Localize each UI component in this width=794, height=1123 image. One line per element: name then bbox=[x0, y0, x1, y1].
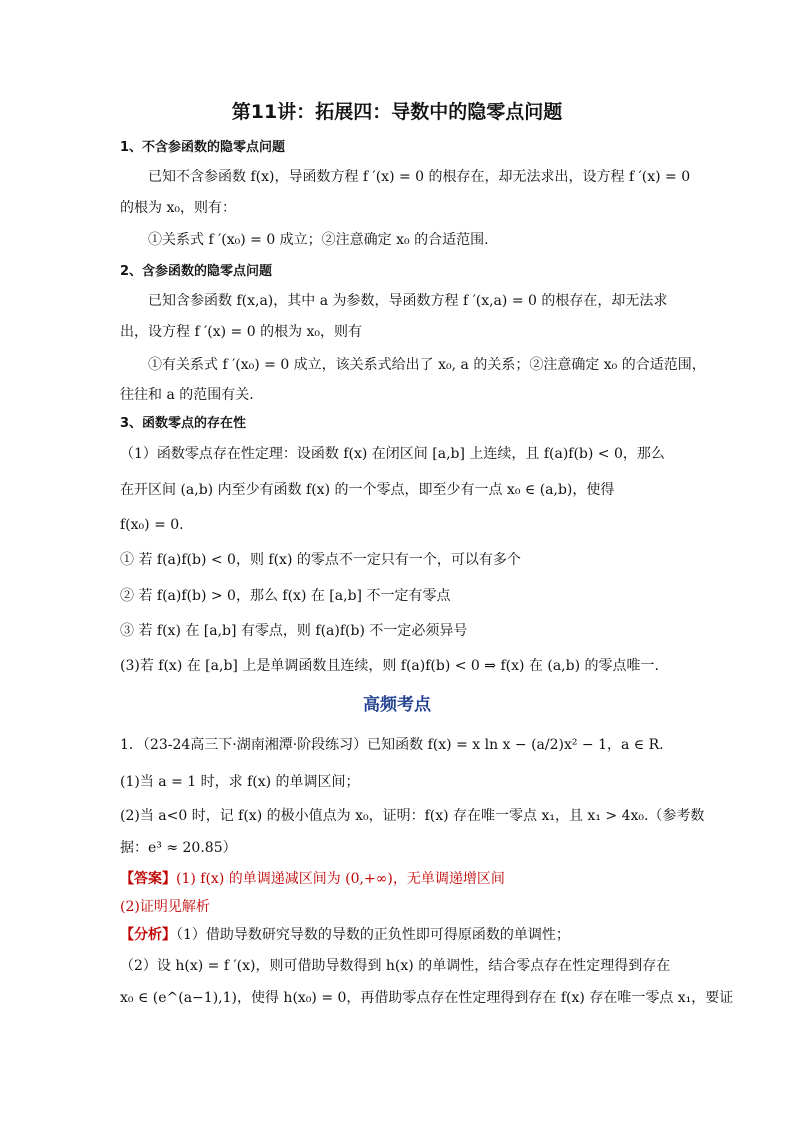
analysis-line-1 bbox=[120, 925, 680, 945]
high-frequency-section-title: 高频考点 bbox=[363, 695, 431, 715]
page-title: 第11讲：拓展四：导数中的隐零点问题 bbox=[231, 101, 563, 123]
section-1-heading: 1、不含参函数的隐零点问题 bbox=[120, 140, 286, 155]
section-2-heading: 2、含参函数的隐零点问题 bbox=[120, 264, 273, 279]
section-1-paragraph-line-2: 的根为 x₀，则有： bbox=[120, 200, 236, 216]
question-1-part-2-line-1: (2)当 a<0 时，记 f(x) 的极小值点为 x₀，证明：f(x) 存在唯一零点 x₁，且 x₁ > 4x₀.（参考数 bbox=[120, 808, 705, 824]
section-3-note-2: ② 若 f(a)f(b) > 0，那么 f(x) 在 [a,b] 不一定有零点 bbox=[120, 588, 451, 604]
answer-part-2: (2)证明见解析 bbox=[120, 899, 210, 915]
analysis-label: 【分析】 bbox=[120, 927, 176, 943]
analysis-line-2: （2）设 h(x) = f ′(x)，则可借助导数得到 h(x) 的单调性，结合零点存在性定理得到存在 bbox=[120, 958, 671, 974]
section-2-paragraph-line-2: 出，设方程 f ′(x) = 0 的根为 x₀，则有 bbox=[120, 324, 363, 340]
section-2-conclusion-line-2: 往往和 a 的范围有关. bbox=[120, 387, 254, 403]
answer-part-1: (1) f(x) 的单调递减区间为 (0,+∞)，无单调递增区间 bbox=[176, 871, 505, 887]
section-2-paragraph-line-1: 已知含参函数 f(x,a)，其中 a 为参数，导函数方程 f ′(x,a) = 0 的根存在，却无法求 bbox=[148, 293, 668, 309]
answer-label: 【答案】 bbox=[120, 871, 176, 887]
section-3-theorem-line-1: （1）函数零点存在性定理：设函数 f(x) 在闭区间 [a,b] 上连续，且 f(a)f(b) < 0，那么 bbox=[120, 446, 665, 462]
section-3-note-3: ③ 若 f(x) 在 [a,b] 有零点，则 f(a)f(b) 不一定必须异号 bbox=[120, 623, 468, 639]
analysis-part-1: （1）借助导数研究导数的导数的正负性即可得原函数的单调性； bbox=[176, 927, 570, 943]
section-3-note-4: (3)若 f(x) 在 [a,b] 上是单调函数且连续，则 f(a)f(b) < 0 ⇒ f(x) 在 (a,b) 的零点唯一. bbox=[120, 658, 659, 674]
question-1-stem: 1．（23-24高三下·湖南湘潭·阶段练习）已知函数 f(x) = x ln x − (a/2)x² − 1，a ∈ R. bbox=[120, 737, 664, 753]
section-3-theorem-line-3: f(x₀) = 0. bbox=[120, 517, 184, 533]
section-1-conclusion: ①关系式 f ′(x₀) = 0 成立；②注意确定 x₀ 的合适范围. bbox=[148, 232, 489, 248]
section-3-theorem-line-2: 在开区间 (a,b) 内至少有函数 f(x) 的一个零点，即至少有一点 x₀ ∈ (a,b)，使得 bbox=[120, 482, 615, 498]
section-1-paragraph-line-1: 已知不含参函数 f(x)，导函数方程 f ′(x) = 0 的根存在，却无法求出，设方程 f ′(x) = 0 bbox=[148, 169, 691, 185]
section-2-conclusion-line-1: ①有关系式 f ′(x₀) = 0 成立，该关系式给出了 x₀, a 的关系；②注意确定 x₀ 的合适范围， bbox=[148, 357, 706, 373]
answer-line-1 bbox=[120, 869, 680, 889]
section-3-note-1: ① 若 f(a)f(b) < 0，则 f(x) 的零点不一定只有一个，可以有多个 bbox=[120, 552, 521, 568]
question-1-part-1: (1)当 a = 1 时，求 f(x) 的单调区间； bbox=[120, 774, 360, 790]
section-3-heading: 3、函数零点的存在性 bbox=[120, 416, 247, 431]
question-1-part-2-line-2: 据：e³ ≈ 20.85） bbox=[120, 840, 237, 856]
analysis-line-3: x₀ ∈ (e^(a−1),1)，使得 h(x₀) = 0，再借助零点存在性定理得到存在 f(x) 存在唯一零点 x₁，要证 bbox=[120, 990, 734, 1006]
